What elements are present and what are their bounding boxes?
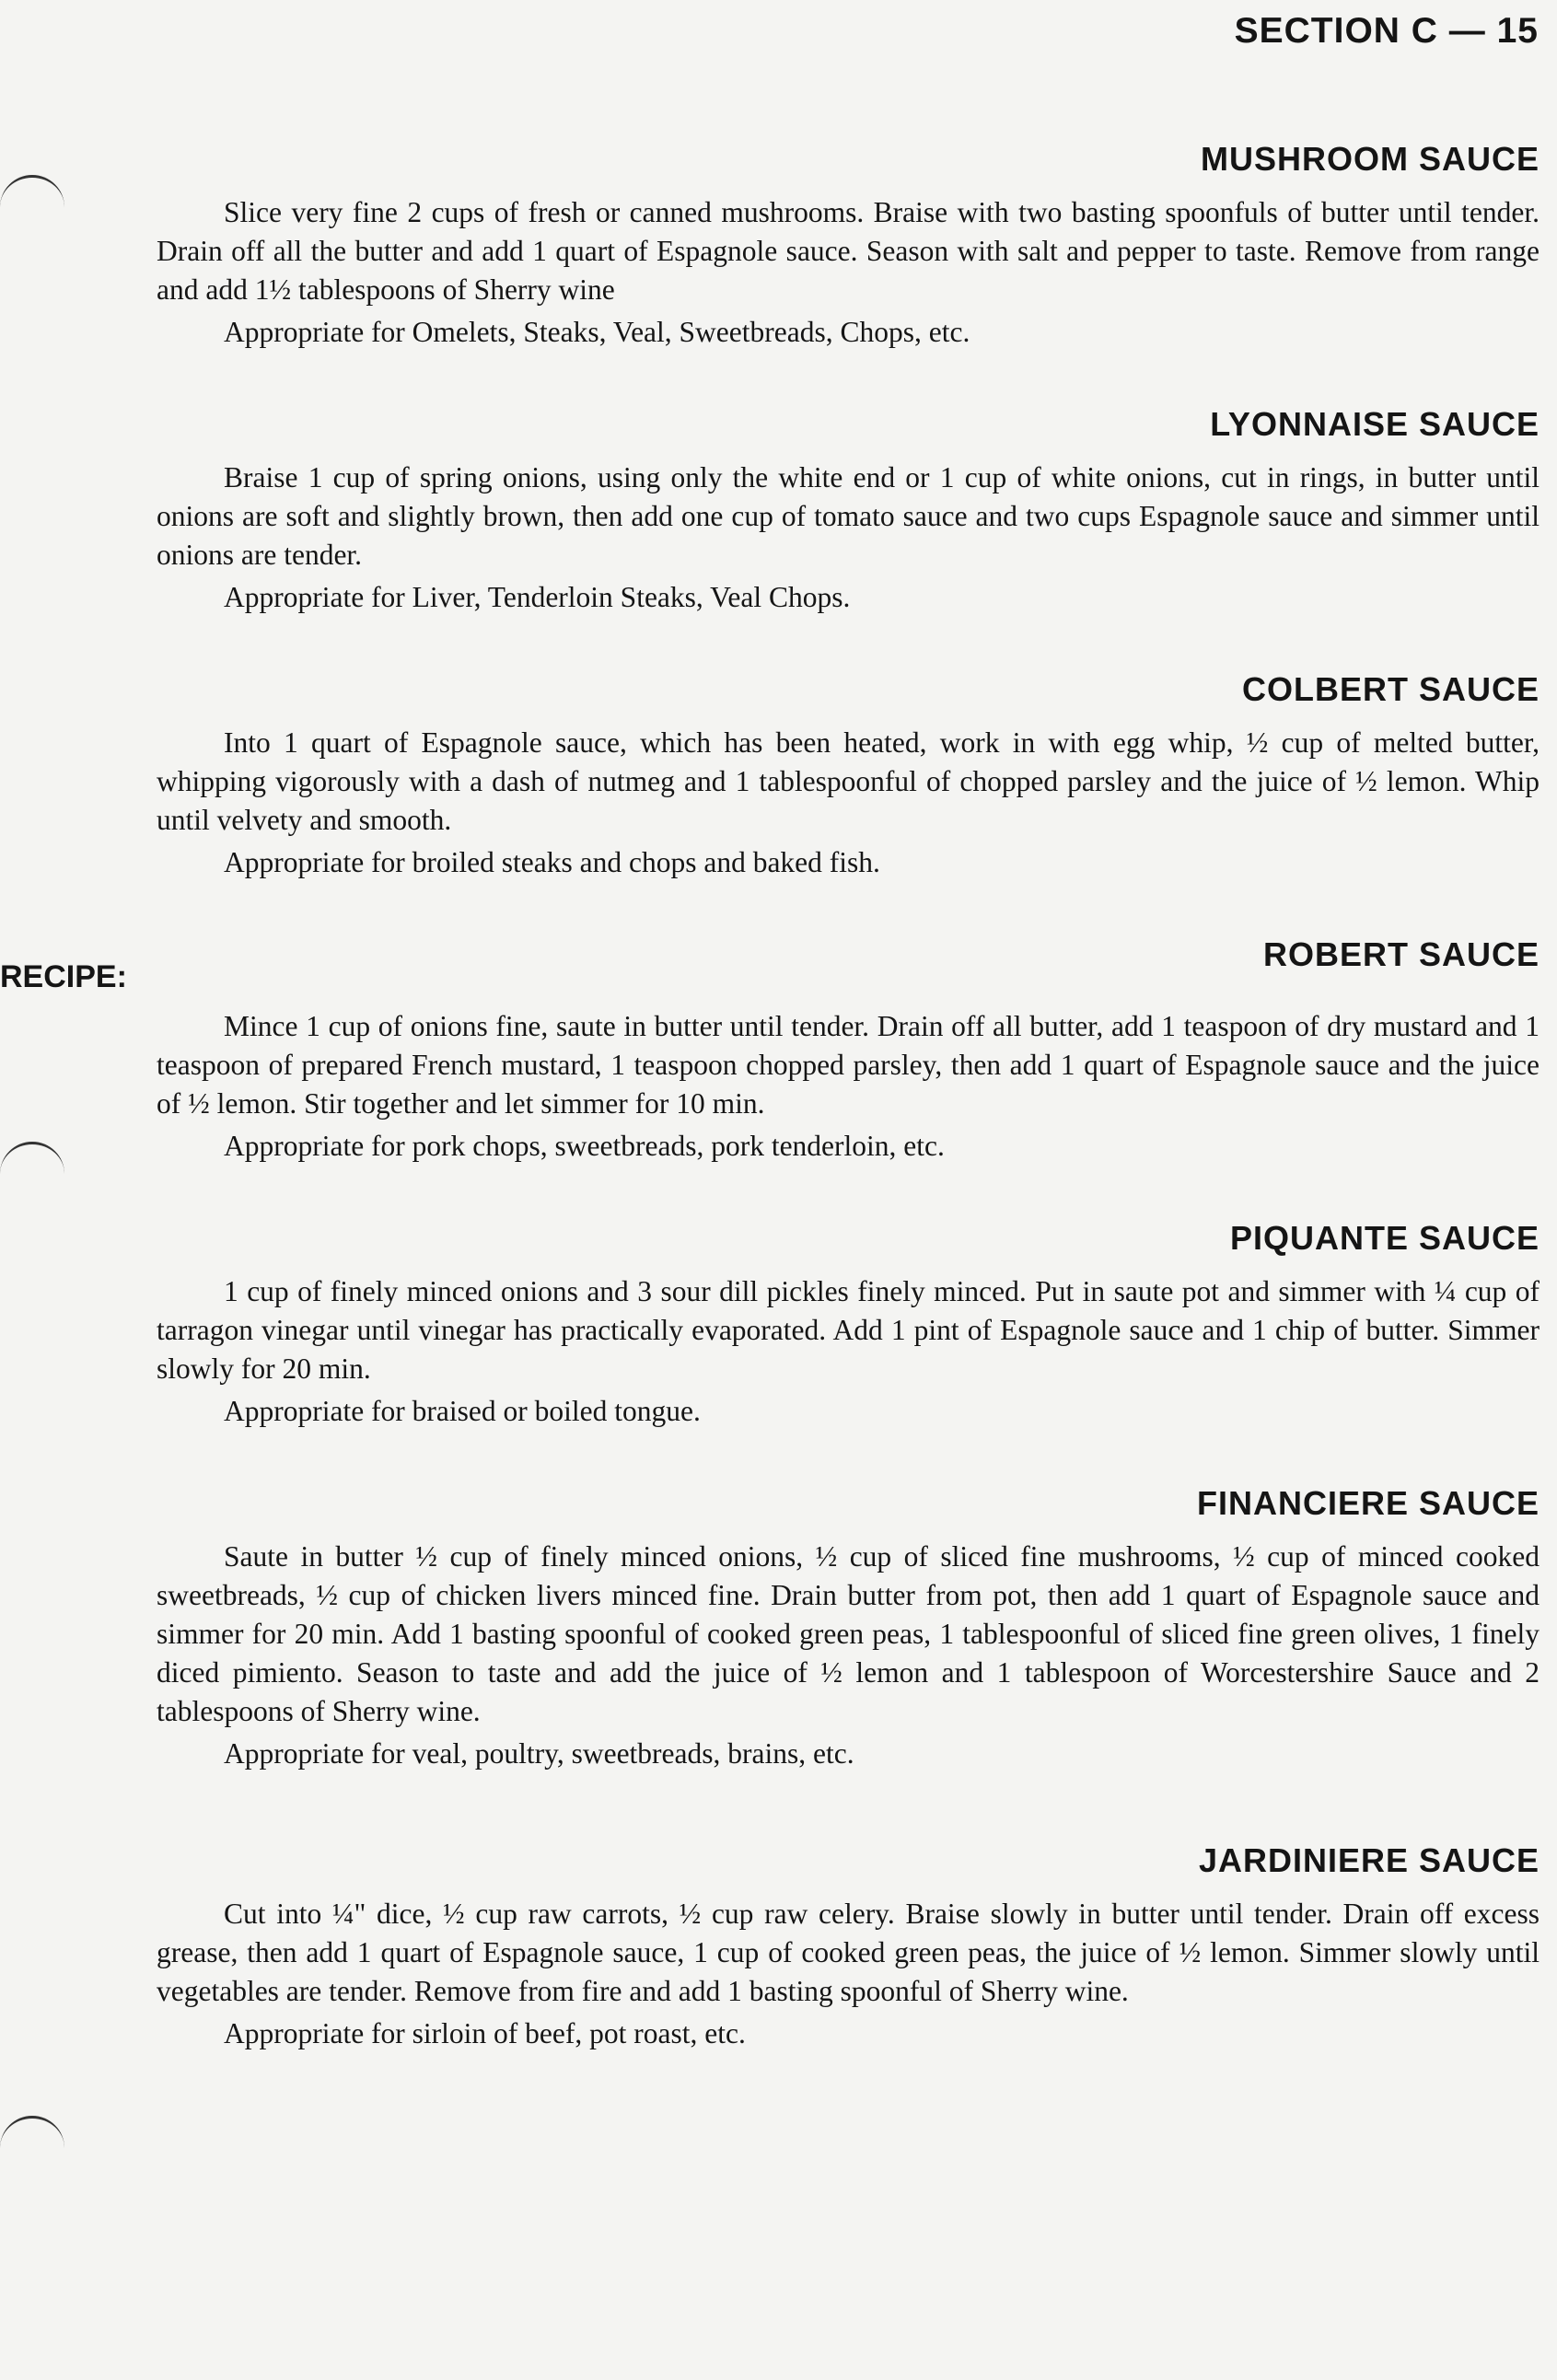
sauce-financiere bbox=[157, 1482, 1540, 1773]
section-header: SECTION C — 15 bbox=[1234, 11, 1539, 51]
sauce-appropriate-for: Appropriate for sirloin of beef, pot roast, etc. bbox=[224, 2017, 746, 2049]
sauce-recipe-text: Slice very fine 2 cups of fresh or canned mushrooms. Braise with two basting spoonfuls of butter until tender. Drain off all the butter and add 1 quart of Espagnole sauce. Season with salt and pepper to taste. Remove from range and add 1½ tablespoons of Sherry wine bbox=[157, 196, 1540, 306]
sauce-title: JARDINIERE SAUCE bbox=[1198, 1841, 1540, 1879]
sauce-recipe-text: Saute in butter ½ cup of finely minced onions, ½ cup of sliced fine mushrooms, ½ cup of minced cooked sweetbreads, ½ cup of chicken livers minced fine. Drain butter from pot, then add 1 quart of Espagnole sauce and simmer for 20 min. Add 1 basting spoonful of cooked green peas, 1 tablespoonful of sliced fine green olives, 1 finely diced pimiento. Season to taste and add the juice of ½ lemon and 1 tablespoon of Worcestershire Sauce and 2 tablespoons of Sherry wine. bbox=[157, 1540, 1540, 1727]
sauce-appropriate-for: Appropriate for Omelets, Steaks, Veal, Sweetbreads, Chops, etc. bbox=[224, 316, 970, 348]
sauce-title: MUSHROOM SAUCE bbox=[1200, 140, 1540, 178]
sauce-lyonnaise bbox=[157, 403, 1540, 617]
sauce-appropriate-for: Appropriate for Liver, Tenderloin Steaks, Veal Chops. bbox=[224, 581, 851, 613]
sauce-robert bbox=[0, 934, 1540, 1166]
sauce-recipe-text: Cut into ¼" dice, ½ cup raw carrots, ½ cup raw celery. Braise slowly in butter until tender. Drain off excess grease, then add 1 quart of Espagnole sauce, 1 cup of cooked green peas, the juice of ½ lemon. Simmer slowly until vegetables are tender. Remove from fire and add 1 basting spoonful of Sherry wine. bbox=[157, 1898, 1540, 2007]
sauce-title: LYONNAISE SAUCE bbox=[1210, 405, 1540, 443]
sauce-title: ROBERT SAUCE bbox=[1262, 935, 1540, 973]
sauce-title: COLBERT SAUCE bbox=[1241, 670, 1540, 708]
page-content bbox=[0, 138, 1540, 2053]
sauce-title: PIQUANTE SAUCE bbox=[1229, 1219, 1540, 1257]
sauce-piquante bbox=[157, 1217, 1540, 1431]
sauce-recipe-text: Into 1 quart of Espagnole sauce, which has been heated, work in with egg whip, ½ cup of melted butter, whipping vigorously with a dash of nutmeg and 1 tablespoonful of chopped parsley and the juice of ½ lemon. Whip until velvety and smooth. bbox=[157, 726, 1540, 836]
sauce-appropriate-for: Appropriate for pork chops, sweetbreads, pork tenderloin, etc. bbox=[224, 1130, 945, 1162]
binder-hole-mark bbox=[0, 2116, 64, 2155]
sauce-mushroom bbox=[157, 138, 1540, 352]
sauce-appropriate-for: Appropriate for veal, poultry, sweetbreads, brains, etc. bbox=[224, 1737, 854, 1770]
sauce-recipe-text: Mince 1 cup of onions fine, saute in butter until tender. Drain off all butter, add 1 teaspoon of dry mustard and 1 teaspoon of prepared French mustard, 1 teaspoon chopped parsley, then add 1 quart of Espagnole sauce and the juice of ½ lemon. Stir together and let simmer for 10 min. bbox=[157, 1010, 1540, 1120]
sauce-recipe-text: 1 cup of finely minced onions and 3 sour dill pickles finely minced. Put in saute pot and simmer with ¼ cup of tarragon vinegar until vinegar has practically evaporated. Add 1 pint of Espagnole sauce and 1 chip of butter. Simmer slowly for 20 min. bbox=[157, 1275, 1540, 1385]
sauce-recipe-text: Braise 1 cup of spring onions, using only the white end or 1 cup of white onions, cut in rings, in butter until onions are soft and slightly brown, then add one cup of tomato sauce and two cups Espagnole sauce and simmer until onions are tender. bbox=[157, 461, 1540, 571]
sauce-colbert bbox=[157, 668, 1540, 882]
sauce-title: FINANCIERE SAUCE bbox=[1196, 1484, 1540, 1522]
recipe-label: RECIPE: bbox=[0, 959, 127, 994]
sauce-appropriate-for: Appropriate for braised or boiled tongue. bbox=[224, 1395, 701, 1427]
sauce-appropriate-for: Appropriate for broiled steaks and chops and baked fish. bbox=[224, 846, 880, 878]
binder-hole-mark bbox=[0, 175, 64, 215]
sauce-jardiniere bbox=[157, 1840, 1540, 2053]
